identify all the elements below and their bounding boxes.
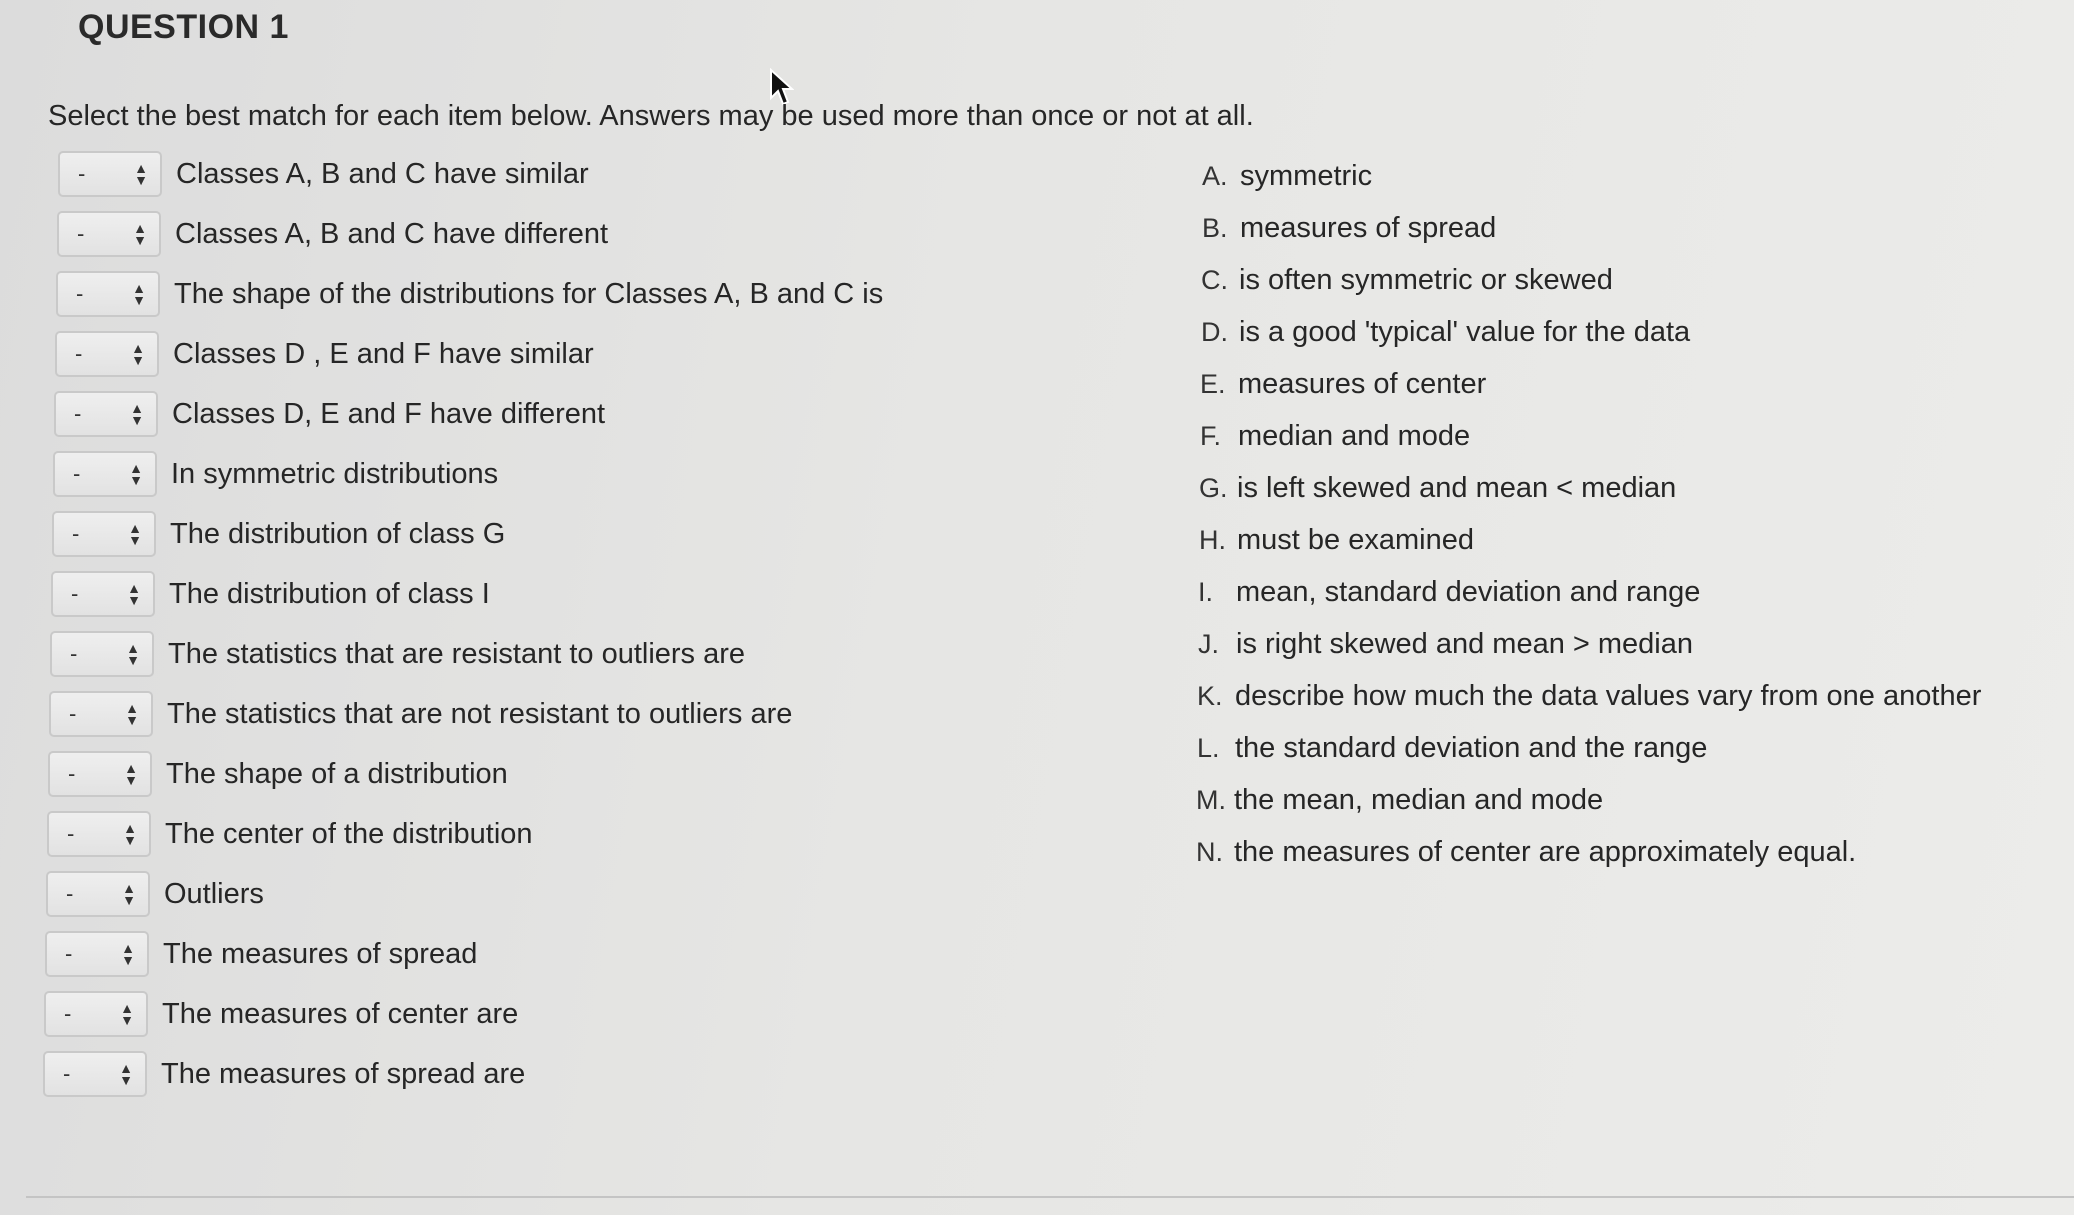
match-item-text: The measures of center are <box>162 997 519 1030</box>
answer-letter: D. <box>1201 317 1228 347</box>
match-item-text: Classes D, E and F have different <box>172 397 606 430</box>
match-item <box>58 148 589 200</box>
answer-choice <box>1202 160 1372 193</box>
updown-arrows-icon: ▲ ▼ <box>119 1060 133 1088</box>
updown-arrows-icon: ▲ ▼ <box>126 640 140 668</box>
updown-arrows-icon: ▲ ▼ <box>132 280 146 308</box>
match-item <box>57 208 608 260</box>
answer-select[interactable] <box>48 751 152 797</box>
answer-letter: L. <box>1197 733 1220 763</box>
match-item <box>50 628 745 680</box>
answer-choice <box>1199 472 1676 505</box>
updown-arrows-icon: ▲ ▼ <box>128 520 142 548</box>
answer-text: symmetric <box>1240 160 1373 192</box>
answer-choice <box>1201 264 1613 297</box>
match-item-text: The statistics that are resistant to outliers are <box>168 637 746 670</box>
answer-text: measures of center <box>1238 368 1487 400</box>
match-item-text: In symmetric distributions <box>171 457 499 490</box>
match-item <box>55 328 594 380</box>
answer-select[interactable] <box>57 211 161 257</box>
answer-choice <box>1202 212 1496 245</box>
updown-arrows-icon: ▲ ▼ <box>129 460 143 488</box>
answer-select[interactable] <box>45 931 149 977</box>
answer-choice <box>1197 680 1981 713</box>
answer-select[interactable] <box>54 391 158 437</box>
answer-select[interactable] <box>47 811 151 857</box>
select-value: - <box>63 1061 71 1086</box>
answer-text: median and mode <box>1238 420 1471 452</box>
match-item-text: The shape of the distributions for Classes A, B and C is <box>174 277 884 310</box>
match-item-text: The statistics that are not resistant to outliers are <box>167 697 793 730</box>
question-title: QUESTION 1 <box>78 8 289 46</box>
updown-arrows-icon: ▲ ▼ <box>120 1000 134 1028</box>
select-value: - <box>68 761 76 786</box>
match-item <box>49 688 792 740</box>
match-item <box>43 1048 525 1100</box>
updown-arrows-icon: ▲ ▼ <box>127 580 141 608</box>
match-item-text: The measures of spread <box>163 937 478 970</box>
match-item <box>53 448 498 500</box>
match-item-text: Classes A, B and C have similar <box>176 157 589 190</box>
select-value: - <box>65 941 73 966</box>
answer-choice <box>1201 316 1690 349</box>
match-item-text: Classes D , E and F have similar <box>173 337 594 370</box>
answer-letter: A. <box>1202 161 1228 191</box>
answer-choice <box>1199 524 1474 557</box>
answer-letter: H. <box>1199 525 1226 555</box>
updown-arrows-icon: ▲ ▼ <box>123 820 137 848</box>
select-value: - <box>78 161 86 186</box>
answer-select[interactable] <box>46 871 150 917</box>
select-value: - <box>77 221 85 246</box>
match-item-text: Classes A, B and C have different <box>175 217 609 250</box>
answer-select[interactable] <box>53 451 157 497</box>
updown-arrows-icon: ▲ ▼ <box>124 760 138 788</box>
answer-select[interactable] <box>43 1051 147 1097</box>
select-value: - <box>67 821 75 846</box>
answer-select[interactable] <box>51 571 155 617</box>
answer-letter: N. <box>1196 837 1223 867</box>
match-item <box>52 508 505 560</box>
answer-letter: E. <box>1200 369 1226 399</box>
answer-text: is right skewed and mean > median <box>1236 628 1694 660</box>
question-instructions: Select the best match for each item below. Answers may be used more than once or not at all. <box>48 100 1254 132</box>
answer-select[interactable] <box>52 511 156 557</box>
updown-arrows-icon: ▲ ▼ <box>121 940 135 968</box>
answer-text: must be examined <box>1237 524 1474 556</box>
answer-letter: G. <box>1199 473 1228 503</box>
updown-arrows-icon: ▲ ▼ <box>122 880 136 908</box>
answer-text: the measures of center are approximately equal. <box>1234 836 1857 868</box>
select-value: - <box>70 641 78 666</box>
answer-choice <box>1196 784 1603 817</box>
select-value: - <box>72 521 80 546</box>
updown-arrows-icon: ▲ ▼ <box>130 400 144 428</box>
answer-choice <box>1200 420 1470 453</box>
answer-text: mean, standard deviation and range <box>1236 576 1701 608</box>
answer-select[interactable] <box>50 631 154 677</box>
match-item <box>46 868 264 920</box>
answer-text: is a good 'typical' value for the data <box>1239 316 1691 348</box>
answer-letter: J. <box>1198 629 1220 659</box>
answer-letter: F. <box>1200 421 1222 451</box>
answer-letter: B. <box>1202 213 1228 243</box>
answer-letter: M. <box>1196 785 1226 815</box>
select-value: - <box>71 581 79 606</box>
match-item <box>45 928 477 980</box>
select-value: - <box>64 1001 72 1026</box>
answer-choice <box>1198 628 1693 661</box>
match-item-text: The shape of a distribution <box>166 757 508 790</box>
answer-select[interactable] <box>44 991 148 1037</box>
match-item-text: Outliers <box>164 877 264 910</box>
answer-text: the mean, median and mode <box>1234 784 1604 816</box>
answer-select[interactable] <box>58 151 162 197</box>
match-item-text: The distribution of class I <box>169 577 490 610</box>
answer-letter: I. <box>1198 577 1214 607</box>
select-value: - <box>69 701 77 726</box>
answer-choice <box>1198 576 1700 609</box>
match-item <box>56 268 883 320</box>
answer-letter: K. <box>1197 681 1223 711</box>
answer-choice <box>1196 836 1856 869</box>
answer-choice <box>1197 732 1707 765</box>
match-item <box>48 748 508 800</box>
match-item <box>51 568 490 620</box>
match-item <box>47 808 533 860</box>
answer-select[interactable] <box>49 691 153 737</box>
select-value: - <box>75 341 83 366</box>
match-item-text: The distribution of class G <box>170 517 506 550</box>
select-value: - <box>73 461 81 486</box>
answer-choice <box>1200 368 1486 401</box>
updown-arrows-icon: ▲ ▼ <box>134 160 148 188</box>
updown-arrows-icon: ▲ ▼ <box>131 340 145 368</box>
answer-select[interactable] <box>55 331 159 377</box>
match-item-text: The measures of spread are <box>161 1057 526 1090</box>
match-item-text: The center of the distribution <box>165 817 533 850</box>
answer-select[interactable] <box>56 271 160 317</box>
select-value: - <box>66 881 74 906</box>
bottom-divider <box>26 1196 2074 1198</box>
answer-text: is often symmetric or skewed <box>1239 264 1613 296</box>
answer-text: is left skewed and mean < median <box>1237 472 1677 504</box>
updown-arrows-icon: ▲ ▼ <box>125 700 139 728</box>
select-value: - <box>76 281 84 306</box>
answer-text: the standard deviation and the range <box>1235 732 1708 764</box>
match-item <box>44 988 518 1040</box>
select-value: - <box>74 401 82 426</box>
answer-text: describe how much the data values vary from one another <box>1235 680 1982 712</box>
answer-text: measures of spread <box>1240 212 1497 244</box>
match-item <box>54 388 605 440</box>
updown-arrows-icon: ▲ ▼ <box>133 220 147 248</box>
answer-letter: C. <box>1201 265 1228 295</box>
